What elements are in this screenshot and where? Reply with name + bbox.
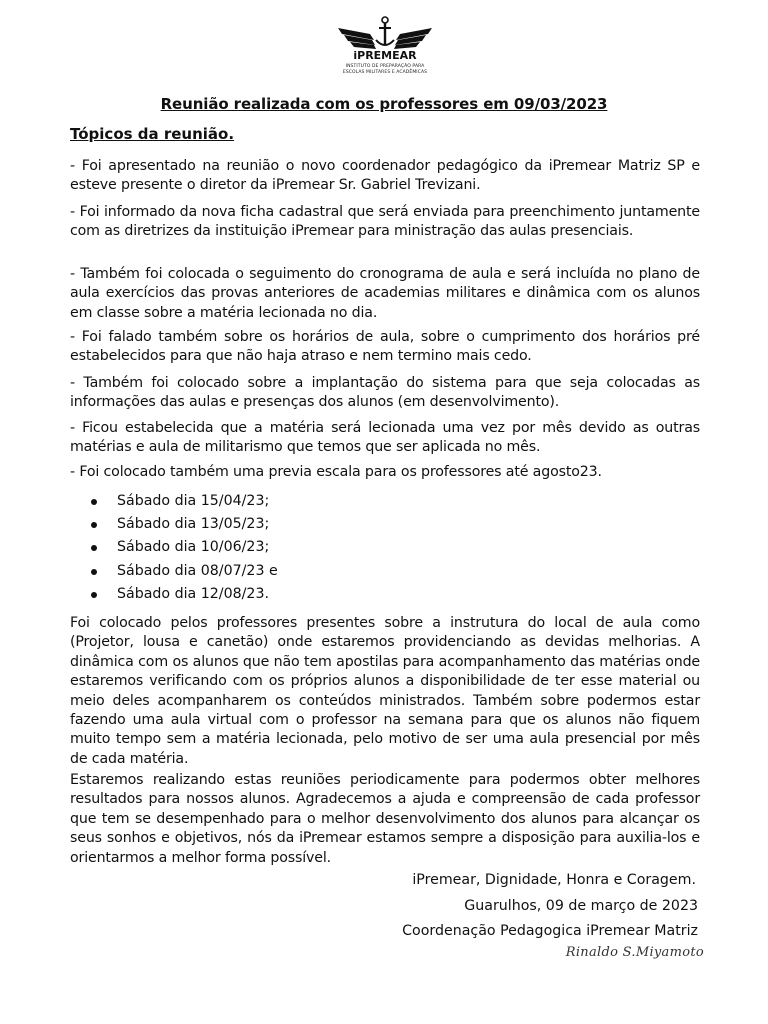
schedule-item-text: Sábado dia 10/06/23; [117, 539, 270, 556]
bullet-icon [91, 592, 97, 598]
motto: iPremear, Dignidade, Honra e Coragem. [412, 872, 696, 888]
topic-paragraph: - Foi informado da nova ficha cadastral que será enviada para preenchimento juntamente com as diretrizes da instituição iPremear para ministração das aulas presenciais. [70, 204, 700, 240]
topic-paragraph: - Foi apresentado na reunião o novo coordenador pedagógico da iPremear Matriz SP e esteve presente o diretor da iPremear Sr. Gabriel Trevizani. [70, 158, 700, 194]
bullet-icon [91, 499, 97, 505]
logo-subtitle-line-1: INSTITUTO DE PREPARAÇÃO PARA [345, 64, 425, 69]
logo-wordmark: iPREMEAR [353, 49, 417, 62]
topic-paragraph: - Também foi colocado sobre a implantação do sistema para que seja colocadas as informações das aulas e presenças dos alunos (em desenvolvimento). [70, 375, 700, 411]
closing-paragraph: Foi colocado pelos professores presentes sobre a instrutura do local de aula como (Projetor, lousa e canetão) onde estaremos providenciando as devidas melhorias. A dinâmica com os alunos que não tem apostilas para acompanhamento das matérias onde estaremos verificando com os próprios alunos a disponibilidade de ter esse material ou meio deles acompanharem os conteúdos ministrados. Também sobre podermos estar fazendo uma aula virtual com o professor na semana para que os alunos não fiquem muito tempo sem a matéria lecionada, pelo motivo de ser uma aula presencial por mês de cada matéria. [70, 615, 700, 767]
schedule-item-text: Sábado dia 12/08/23. [117, 585, 269, 602]
closing-paragraph: Estaremos realizando estas reuniões periodicamente para podermos obter melhores resultados para nossos alunos. Agradecemos a ajuda e compreensão de cada professor que tem se desempenhado para o melhor desenvolvimento dos alunos para alcançar os seus sonhos e objetivos, nós da iPremear estamos sempre a disposição para auxilia-los e orientarmos a melhor forma possível. [70, 772, 700, 866]
place-date: Guarulhos, 09 de março de 2023 [464, 898, 698, 914]
topic-paragraph: - Ficou estabelecida que a matéria será lecionada uma vez por mês devido as outras matérias e aula de militarismo que temos que ser aplicada no mês. [70, 420, 700, 456]
document-title: Reunião realizada com os professores em 09/03/2023 [160, 95, 608, 113]
topics-heading: Tópicos da reunião. [70, 125, 235, 143]
topic-paragraph: - Também foi colocada o seguimento do cronograma de aula e será incluída no plano de aula exercícios das provas anteriores de academias militares e dinâmica com os alunos em classe sobre a matéria lecionada no dia. [70, 266, 700, 321]
schedule-item [88, 513, 278, 536]
wings-anchor-icon [330, 14, 440, 64]
schedule-item-text: Sábado dia 15/04/23; [117, 493, 270, 509]
schedule-item [88, 536, 278, 559]
bullet-icon [91, 522, 97, 528]
schedule-item-text: Sábado dia 13/05/23; [117, 516, 270, 533]
schedule-item [88, 583, 278, 606]
logo-subtitle [330, 64, 440, 75]
bullet-icon [91, 545, 97, 551]
logo-subtitle-line-2: ESCOLAS MILITARES E ACADÊMICAS [342, 69, 428, 75]
topic-paragraph: - Foi colocado também uma previa escala para os professores até agosto23. [70, 464, 602, 480]
department: Coordenação Pedagogica iPremear Matriz [402, 923, 698, 939]
schedule-item [88, 490, 278, 513]
signature: Rinaldo S.Miyamoto [565, 945, 704, 960]
bullet-icon [91, 569, 97, 575]
ipremear-logo [330, 14, 440, 80]
schedule-item-text: Sábado dia 08/07/23 e [117, 562, 278, 579]
topic-paragraph: - Foi falado também sobre os horários de aula, sobre o cumprimento dos horários pré estabelecidos para que não haja atraso e nem termino mais cedo. [70, 329, 700, 365]
schedule-list [88, 490, 278, 606]
schedule-item [88, 560, 278, 583]
